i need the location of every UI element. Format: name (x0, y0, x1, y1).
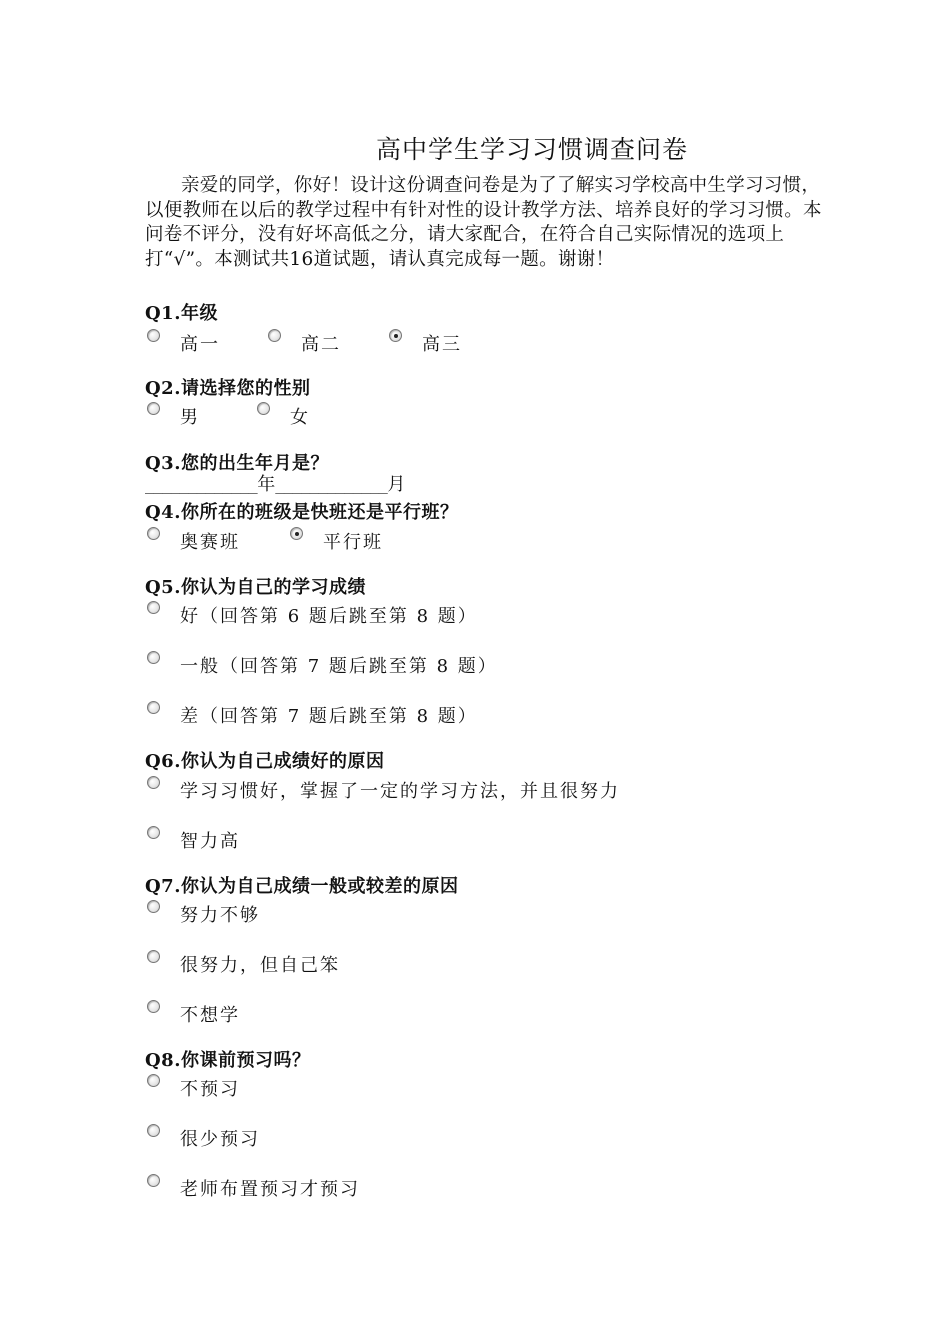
q1-option-3[interactable] (389, 329, 462, 353)
option-wrap (147, 1124, 260, 1148)
q2-option-1[interactable] (147, 402, 200, 426)
option-wrap (147, 1174, 360, 1198)
q4-option-2[interactable] (290, 527, 383, 551)
option-label: 差（回答第 7 题后跳至第 8 题） (180, 706, 478, 727)
option-wrap (147, 1000, 240, 1024)
option-label: 高三 (422, 334, 462, 355)
radio-icon[interactable] (147, 1000, 160, 1013)
month-blank[interactable]: _____________ (275, 476, 388, 494)
month-label: 月 (387, 474, 406, 495)
radio-icon[interactable] (147, 527, 160, 540)
radio-icon[interactable] (147, 601, 160, 614)
question-q5: Q5.你认为自己的学习成绩 (145, 577, 366, 598)
option-wrap (147, 900, 260, 924)
year-blank[interactable]: _____________ (145, 476, 258, 494)
option-label: 奥赛班 (180, 532, 240, 553)
radio-icon[interactable] (147, 651, 160, 664)
option-label: 老师布置预习才预习 (180, 1179, 360, 1200)
radio-icon[interactable] (147, 329, 160, 342)
option-label: 很少预习 (180, 1129, 260, 1150)
question-q4: Q4.你所在的班级是快班还是平行班？ (145, 502, 459, 523)
radio-icon[interactable] (147, 950, 160, 963)
page-title: 高中学生学习习惯调查问卷 (375, 135, 688, 164)
q2-option-2[interactable] (257, 402, 310, 426)
option-wrap (147, 776, 620, 800)
intro-paragraph (145, 174, 825, 272)
question-q7: Q7.你认为自己成绩一般或较差的原因 (145, 876, 459, 897)
radio-icon[interactable] (147, 776, 160, 789)
radio-icon[interactable] (147, 402, 160, 415)
option-label: 不想学 (180, 1005, 240, 1026)
option-label: 很努力，但自己笨 (180, 955, 340, 976)
option-label: 高二 (301, 334, 341, 355)
option-wrap (147, 651, 498, 675)
question-q8: Q8.你课前预习吗？ (145, 1050, 311, 1071)
intro-text: 亲爱的同学，你好！设计这份调查问卷是为了了解实习学校高中生学习习惯，以便教师在以后的教学过程中有针对性的设计教学方法、培养良好的学习习惯。本问卷不评分，没有好坏高低之分，请大家配合，在符合自己实际情况的选项上打“√”。本测试共16道试题，请认真完成每一题。谢谢！ (145, 175, 822, 270)
option-wrap (147, 701, 478, 725)
radio-icon[interactable] (147, 826, 160, 839)
option-wrap (147, 950, 340, 974)
option-label: 高一 (180, 334, 220, 355)
radio-selected-icon[interactable] (290, 527, 303, 540)
radio-icon[interactable] (147, 1174, 160, 1187)
option-label: 智力高 (180, 831, 240, 852)
option-wrap (147, 601, 478, 625)
radio-icon[interactable] (147, 900, 160, 913)
radio-icon[interactable] (147, 701, 160, 714)
radio-selected-icon[interactable] (389, 329, 402, 342)
question-q3: Q3.您的出生年月是？ (145, 453, 329, 474)
question-q6: Q6.你认为自己成绩好的原因 (145, 751, 385, 772)
option-label: 平行班 (323, 532, 383, 553)
option-label: 好（回答第 6 题后跳至第 8 题） (180, 606, 478, 627)
year-label: 年 (257, 474, 276, 495)
option-label: 男 (180, 407, 200, 428)
q1-option-1[interactable] (147, 329, 220, 353)
option-wrap (147, 1074, 240, 1098)
birthdate-field[interactable] (145, 470, 405, 496)
radio-icon[interactable] (268, 329, 281, 342)
option-wrap (147, 826, 240, 850)
question-q2: Q2.请选择您的性别 (145, 378, 311, 399)
radio-icon[interactable] (147, 1124, 160, 1137)
q1-option-2[interactable] (268, 329, 341, 353)
option-label: 努力不够 (180, 905, 260, 926)
option-label: 女 (290, 407, 310, 428)
q4-option-1[interactable] (147, 527, 240, 551)
option-label: 不预习 (180, 1079, 240, 1100)
question-q1: Q1.年级 (145, 303, 218, 324)
radio-icon[interactable] (147, 1074, 160, 1087)
option-label: 学习习惯好，掌握了一定的学习方法，并且很努力 (180, 781, 620, 802)
radio-icon[interactable] (257, 402, 270, 415)
option-label: 一般（回答第 7 题后跳至第 8 题） (180, 656, 498, 677)
